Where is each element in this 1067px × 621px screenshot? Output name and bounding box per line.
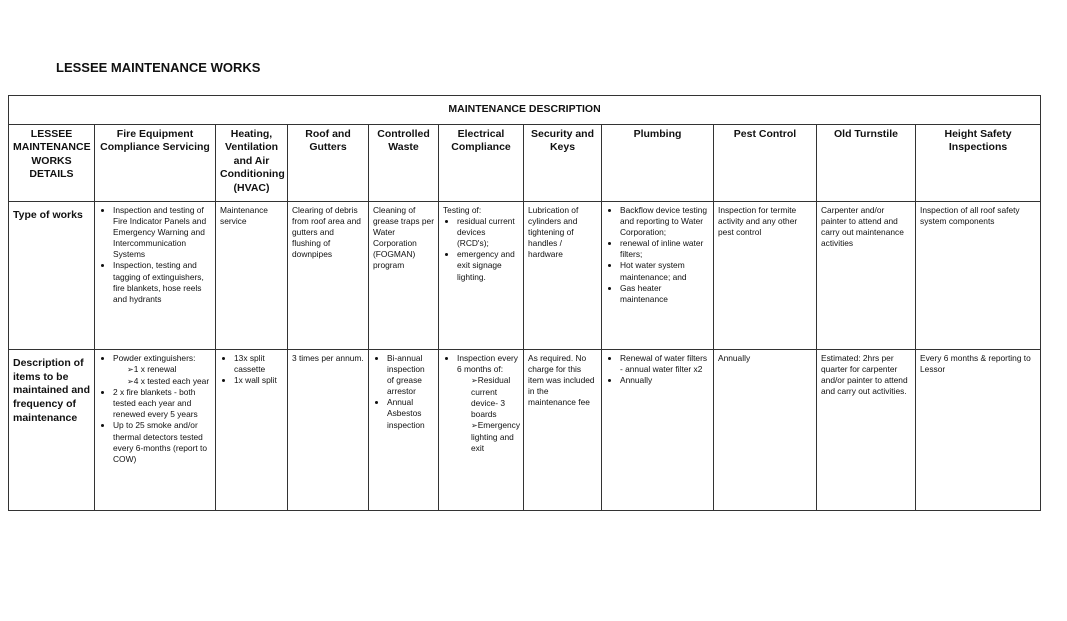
- bullet-list: [443, 216, 519, 283]
- table-cell: [288, 202, 369, 350]
- bullet-text: Backflow device testing and reporting to Water Corporation;: [620, 205, 708, 238]
- bullet-item: [457, 249, 519, 282]
- table-cell: [95, 202, 216, 350]
- sub-bullet-text: Residual current device- 3 boards: [471, 375, 511, 419]
- table-cell: [439, 202, 524, 350]
- bullet-item: [113, 387, 211, 420]
- table-cell: [216, 350, 288, 511]
- bullet-item: [620, 205, 709, 238]
- bullet-text: 2 x fire blankets - both tested each year and renewed every 5 years: [113, 387, 198, 420]
- bullet-text: Annually: [620, 375, 653, 386]
- table-cell: [602, 202, 714, 350]
- bullet-text: residual current devices (RCD's);: [457, 216, 515, 249]
- table-cell: [524, 202, 602, 350]
- cell-text: Testing of:: [443, 205, 482, 215]
- column-header: Plumbing: [602, 125, 714, 202]
- cell-text: Inspection for termite activity and any other pest control: [718, 205, 798, 238]
- bullet-list: [220, 353, 283, 386]
- bullet-item: [620, 353, 709, 375]
- document-title: LESSEE MAINTENANCE WORKS: [56, 60, 261, 75]
- cell-text: Carpenter and/or painter to attend and carry out maintenance activities: [821, 205, 904, 249]
- bullet-item: [113, 420, 211, 464]
- sub-bullet-text: 4 x tested each year: [133, 375, 210, 386]
- sub-bullet-item: [471, 375, 519, 420]
- bullet-text: Inspection every 6 months of:: [457, 353, 518, 375]
- bullet-text: Annual Asbestos inspection: [387, 397, 425, 430]
- table-cell: [369, 350, 439, 511]
- bullet-item: [113, 205, 211, 260]
- table-cell: [714, 202, 817, 350]
- sub-bullet-list: [113, 364, 211, 387]
- column-header: Pest Control: [714, 125, 817, 202]
- bullet-text: Inspection and testing of Fire Indicator Panels and Emergency Warning and Intercommunication Systems: [113, 205, 207, 260]
- cell-text: Lubrication of cylinders and tightening of handles / hardware: [528, 205, 579, 260]
- cell-text: Inspection of all roof safety system components: [920, 205, 1020, 227]
- bullet-list: [99, 205, 211, 305]
- column-header: Controlled Waste: [369, 125, 439, 202]
- table-cell: [216, 202, 288, 350]
- table-cell: [439, 350, 524, 511]
- bullet-item: [234, 375, 283, 386]
- cell-text: 3 times per annum.: [292, 353, 364, 363]
- table-cell: [916, 350, 1041, 511]
- row-label: Description of items to be maintained and frequency of maintenance: [9, 350, 95, 511]
- table-cell: [524, 350, 602, 511]
- table-cell: [602, 350, 714, 511]
- sub-bullet-text: Emergency lighting and exit: [471, 420, 521, 453]
- bullet-list: [373, 353, 434, 431]
- cell-text: Every 6 months & reporting to Lessor: [920, 353, 1031, 375]
- bullet-item: [113, 353, 211, 387]
- table-row: [9, 202, 1041, 350]
- table-cell: [288, 350, 369, 511]
- sub-bullet-list: [457, 375, 519, 454]
- column-header: Roof and Gutters: [288, 125, 369, 202]
- table-cell: [817, 350, 916, 511]
- cell-text: Estimated: 2hrs per quarter for carpenter and/or painter to attend and carry out activities.: [821, 353, 908, 397]
- bullet-text: 1x wall split: [234, 375, 277, 386]
- bullet-text: Bi-annual inspection of grease arrestor: [387, 353, 425, 397]
- cell-text: As required. No charge for this item was included in the maintenance fee: [528, 353, 595, 408]
- bullet-list: [443, 353, 519, 454]
- bullet-text: emergency and exit signage lighting.: [457, 249, 515, 282]
- column-header-row: [9, 125, 1041, 202]
- bullet-item: [234, 353, 283, 375]
- bullet-text: renewal of inline water filters;: [620, 238, 704, 260]
- column-header: Electrical Compliance: [439, 125, 524, 202]
- bullet-item: [113, 260, 211, 304]
- table-cell: [916, 202, 1041, 350]
- bullet-item: [457, 353, 519, 454]
- bullet-text: Hot water system maintenance; and: [620, 260, 687, 282]
- maintenance-table: [8, 95, 1040, 498]
- band-header: MAINTENANCE DESCRIPTION: [9, 96, 1041, 125]
- table-cell: [714, 350, 817, 511]
- bullet-item: [387, 397, 434, 430]
- sub-bullet-item: [127, 376, 211, 388]
- sub-bullet-text: 1 x renewal: [133, 364, 177, 375]
- band-header-row: [9, 96, 1041, 125]
- bullet-text: Renewal of water filters - annual water filter x2: [620, 353, 708, 375]
- bullet-item: [620, 260, 709, 282]
- column-header: Heating, Ventilation and Air Conditioning (HVAC): [216, 125, 288, 202]
- bullet-item: [387, 353, 434, 397]
- table-cell: [817, 202, 916, 350]
- table-cell: [369, 202, 439, 350]
- bullet-list: [606, 205, 709, 305]
- corner-header: LESSEE MAINTENANCE WORKS DETAILS: [9, 125, 95, 202]
- column-header: Height Safety Inspections: [916, 125, 1041, 202]
- cell-text: Clearing of debris from roof area and gutters and flushing of downpipes: [292, 205, 361, 260]
- cell-text: Maintenance service: [220, 205, 268, 227]
- bullet-item: [620, 238, 709, 260]
- bullet-text: 13x split cassette: [234, 353, 266, 375]
- table-row: [9, 350, 1041, 511]
- bullet-list: [99, 353, 211, 465]
- sub-bullet-item: [471, 420, 519, 454]
- bullet-item: [457, 216, 519, 249]
- bullet-list: [606, 353, 709, 386]
- column-header: Security and Keys: [524, 125, 602, 202]
- bullet-text: Up to 25 smoke and/or thermal detectors tested every 6-months (report to COW): [113, 420, 208, 464]
- bullet-item: [620, 283, 709, 305]
- table-cell: [95, 350, 216, 511]
- cell-text: Annually: [718, 353, 751, 363]
- bullet-text: Powder extinguishers:: [113, 353, 196, 363]
- row-label: Type of works: [9, 202, 95, 350]
- bullet-text: Inspection, testing and tagging of extinguishers, fire blankets, hose reels and hydrants: [113, 260, 204, 304]
- bullet-item: [620, 375, 709, 386]
- sub-bullet-item: [127, 364, 211, 376]
- column-header: Fire Equipment Compliance Servicing: [95, 125, 216, 202]
- column-header: Old Turnstile: [817, 125, 916, 202]
- bullet-text: Gas heater maintenance: [620, 282, 668, 304]
- cell-text: Cleaning of grease traps per Water Corporation (FOGMAN) program: [373, 205, 434, 271]
